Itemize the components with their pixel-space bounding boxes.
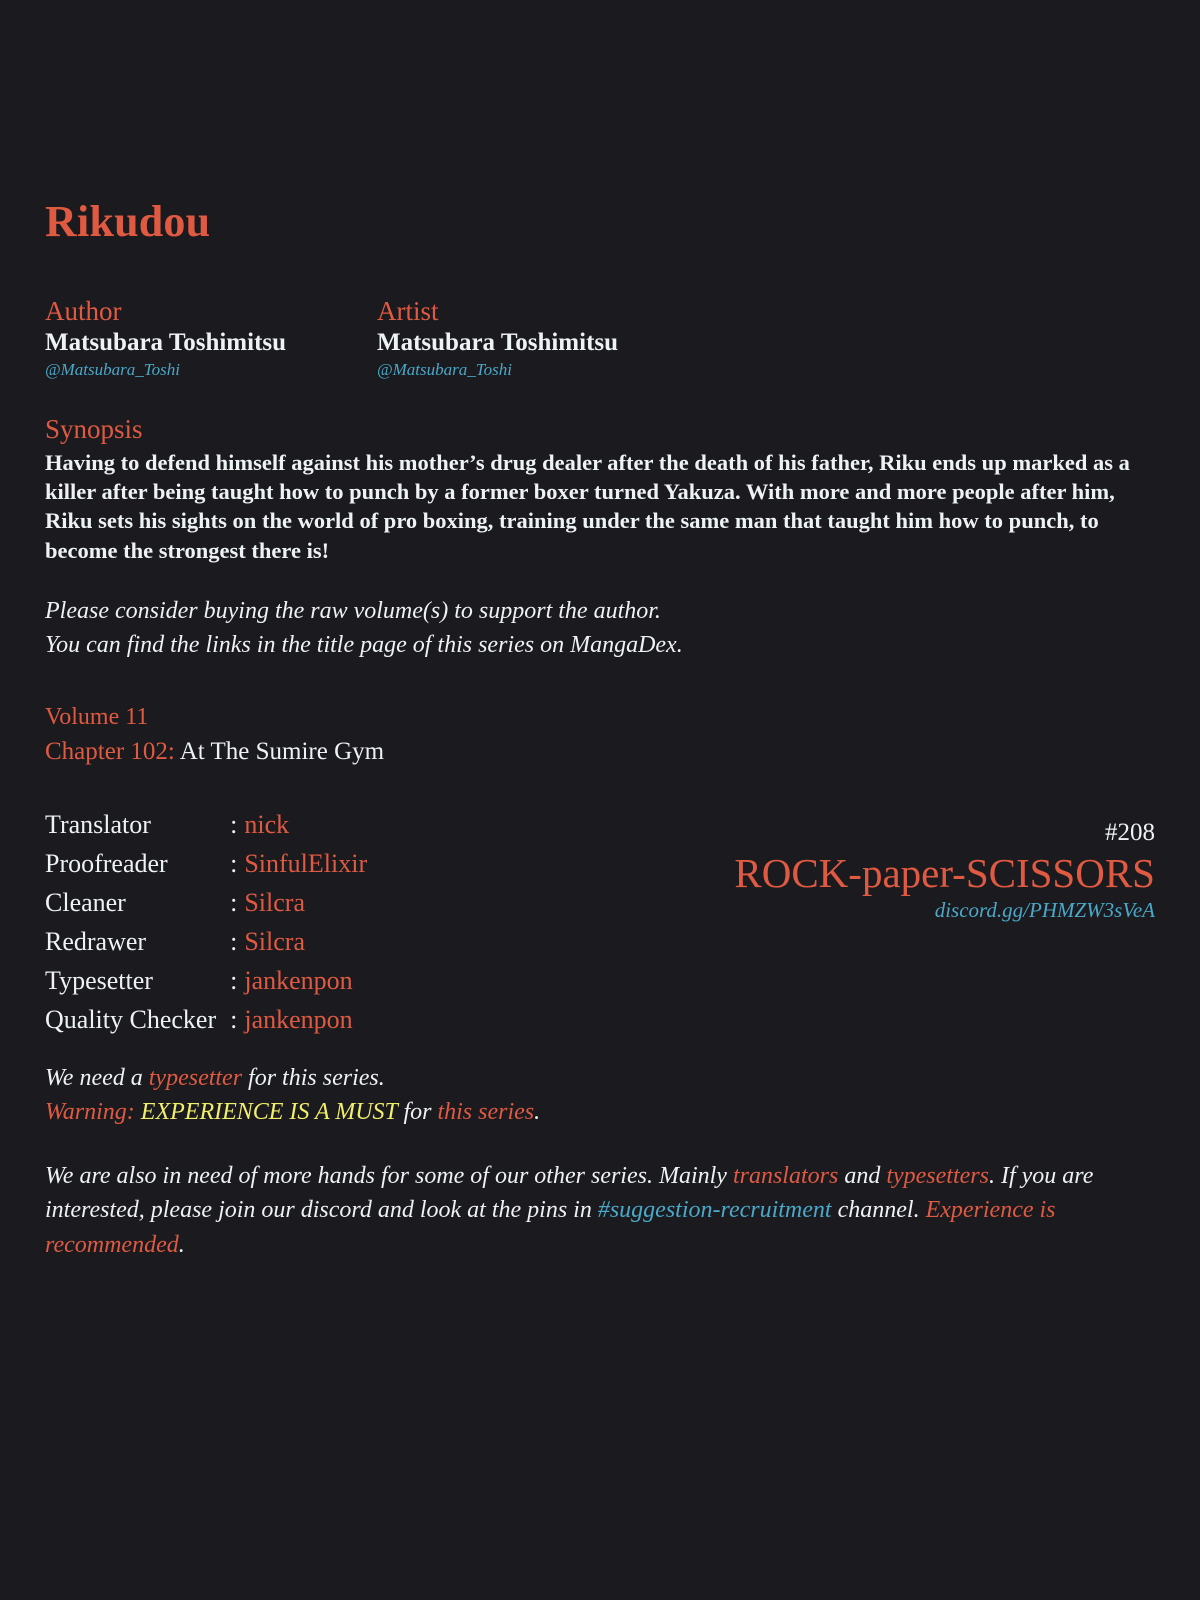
- staff-credits-table: [45, 805, 367, 1039]
- staff-role-typesetter: Typesetter: [45, 966, 153, 996]
- need-role: typesetter: [148, 1065, 243, 1092]
- warning-middle-text: for: [397, 1099, 438, 1126]
- staff-separator: :: [230, 966, 238, 996]
- recruitment-section: [45, 1061, 1155, 1261]
- recruitment-need-line: [45, 1061, 1155, 1095]
- artist-name: Matsubara Toshimitsu: [377, 329, 619, 357]
- author-handle[interactable]: @Matsubara_Toshi: [45, 359, 180, 379]
- artist-role-label: Artist: [377, 296, 439, 326]
- staff-person-quality-checker: jankenpon: [244, 1005, 353, 1035]
- warning-label: Warning:: [45, 1099, 135, 1126]
- artist-handle[interactable]: @Matsubara_Toshi: [377, 359, 512, 379]
- author-role-label: Author: [45, 296, 122, 326]
- discord-channel-mention[interactable]: #suggestion-recruitment: [597, 1197, 832, 1224]
- recruitment-warning-line: [45, 1095, 1155, 1129]
- staff-separator: :: [230, 849, 238, 879]
- synopsis-heading: Synopsis: [45, 414, 143, 445]
- release-info: [45, 701, 1155, 770]
- staff-and-group-row: [45, 805, 1155, 1039]
- staff-person-cleaner: Silcra: [244, 888, 305, 918]
- warning-end-text: .: [534, 1099, 541, 1126]
- table-row: [45, 805, 367, 844]
- synopsis-body: Having to defend himself against his mother’s drug dealer after the death of his father, Riku ends up marked as a killer after being taught how to punch by a former boxer turned Yakuza. With more and more people after him, Riku sets his sights on the world of pro boxing, training under the same man that taught him how to punch, to become the strongest there is!: [45, 449, 1130, 563]
- general-text-2: and: [838, 1163, 887, 1190]
- staff-separator: :: [230, 927, 238, 957]
- need-text-after: for this series.: [242, 1065, 385, 1092]
- table-row: [45, 922, 367, 961]
- scanlation-group-logo: [535, 819, 1155, 923]
- staff-person-proofreader: SinfulElixir: [244, 849, 368, 879]
- creator-credits: [45, 296, 1155, 380]
- chapter-label: Chapter 102:: [45, 738, 175, 766]
- general-role-translators: translators: [732, 1163, 839, 1190]
- recruitment-series-notice: [45, 1061, 1155, 1129]
- discord-invite-link[interactable]: discord.gg/PHMZW3sVeA: [934, 898, 1155, 922]
- author-credit: [45, 296, 377, 380]
- support-note-line-1: Please consider buying the raw volume(s) to support the author.: [45, 597, 661, 624]
- author-name: Matsubara Toshimitsu: [45, 329, 287, 357]
- staff-role-translator: Translator: [45, 810, 151, 840]
- warning-emphasis: EXPERIENCE IS A MUST: [140, 1099, 398, 1126]
- support-note: [45, 595, 1155, 663]
- synopsis-section: [45, 414, 1155, 565]
- table-row: [45, 961, 367, 1000]
- need-text-before: We need a: [45, 1065, 149, 1092]
- staff-person-translator: nick: [244, 810, 290, 840]
- table-row: [45, 1000, 367, 1039]
- staff-person-typesetter: jankenpon: [244, 966, 353, 996]
- chapter-title: At The Sumire Gym: [179, 738, 385, 766]
- staff-role-quality-checker: Quality Checker: [45, 1005, 217, 1035]
- page-title: Rikudou: [45, 197, 211, 246]
- release-number-badge: #208: [1105, 819, 1155, 847]
- staff-separator: :: [230, 888, 238, 918]
- staff-role-proofreader: Proofreader: [45, 849, 168, 879]
- recruitment-general-notice: [45, 1159, 1155, 1261]
- general-text-4: channel.: [831, 1197, 926, 1224]
- table-row: [45, 883, 367, 922]
- general-text-5: .: [178, 1231, 185, 1258]
- general-text-1: We are also in need of more hands for some of our other series. Mainly: [45, 1163, 733, 1190]
- volume-label: Volume 11: [45, 703, 149, 730]
- support-note-line-2: You can find the links in the title page of this series on MangaDex.: [45, 631, 683, 658]
- staff-role-cleaner: Cleaner: [45, 888, 126, 918]
- staff-person-redrawer: Silcra: [244, 927, 305, 957]
- artist-credit: [377, 296, 709, 380]
- general-experience-note: Experience is recommended: [45, 1197, 1056, 1258]
- chapter-line: [45, 734, 1155, 769]
- staff-separator: :: [230, 1005, 238, 1035]
- table-row: [45, 844, 367, 883]
- general-text-3: . If you are interested, please join our discord and look at the pins in: [45, 1163, 1094, 1224]
- warning-series-text: this series: [437, 1099, 535, 1126]
- general-role-typesetters: typesetters: [886, 1163, 989, 1190]
- staff-role-redrawer: Redrawer: [45, 927, 147, 957]
- group-name: ROCK-paper-SCISSORS: [734, 849, 1155, 896]
- staff-separator: :: [230, 810, 238, 840]
